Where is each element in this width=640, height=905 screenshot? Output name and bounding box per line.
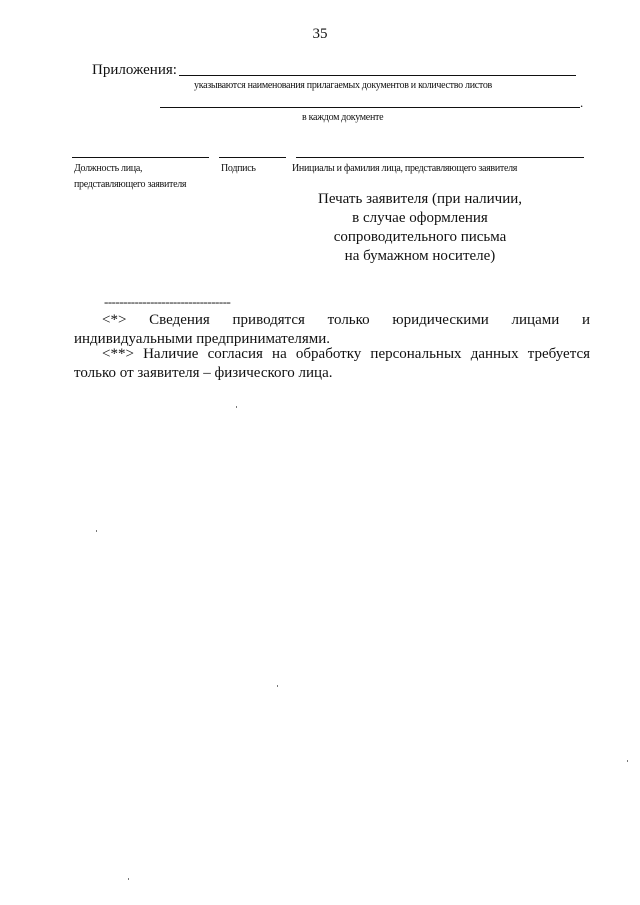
stamp-line-2: в случае оформления <box>352 210 488 226</box>
attachments-hint: указываются наименования прилагаемых документов и количество листов <box>194 80 492 91</box>
position-caption-2: представляющего заявителя <box>74 179 187 190</box>
attachments-fill-line-2 <box>160 107 580 108</box>
signature-fill-line <box>219 157 286 158</box>
name-fill-line <box>296 157 584 158</box>
footnote-2-rest: только от заявителя – физического лица. <box>74 365 333 381</box>
scan-speck <box>236 406 237 408</box>
scan-speck <box>128 878 129 880</box>
page-number: 35 <box>312 26 328 42</box>
attachments-hint-2: в каждом документе <box>302 112 384 123</box>
footnote-2-first-line: <**> Наличие согласия на обработку персональных данных требуется <box>102 346 590 362</box>
scan-speck <box>96 530 97 532</box>
scan-speck <box>277 685 278 687</box>
attachments-trailing-dot: . <box>580 95 584 110</box>
position-caption: Должность лица, <box>74 163 143 174</box>
stamp-line-4: на бумажном носителе) <box>344 248 496 264</box>
signature-caption: Подпись <box>221 163 256 174</box>
position-fill-line <box>72 157 209 158</box>
stamp-line-3: сопроводительного письма <box>333 229 507 245</box>
footnote-1-rest: индивидуальными предпринимателями. <box>74 331 331 347</box>
footnote-1 <box>74 311 590 349</box>
footnote-1-first-line: <*> Сведения приводятся только юридическими лицами и <box>102 312 590 328</box>
footnote-separator: --------------------------------- <box>104 294 231 309</box>
attachments-label: Приложения: <box>92 62 177 78</box>
scan-speck <box>627 760 628 762</box>
footnote-2 <box>74 345 590 383</box>
attachments-fill-line <box>179 75 576 76</box>
name-caption: Инициалы и фамилия лица, представляющего заявителя <box>292 163 518 174</box>
stamp-line-1: Печать заявителя (при наличии, <box>318 191 522 207</box>
stamp-placeholder <box>300 190 540 266</box>
